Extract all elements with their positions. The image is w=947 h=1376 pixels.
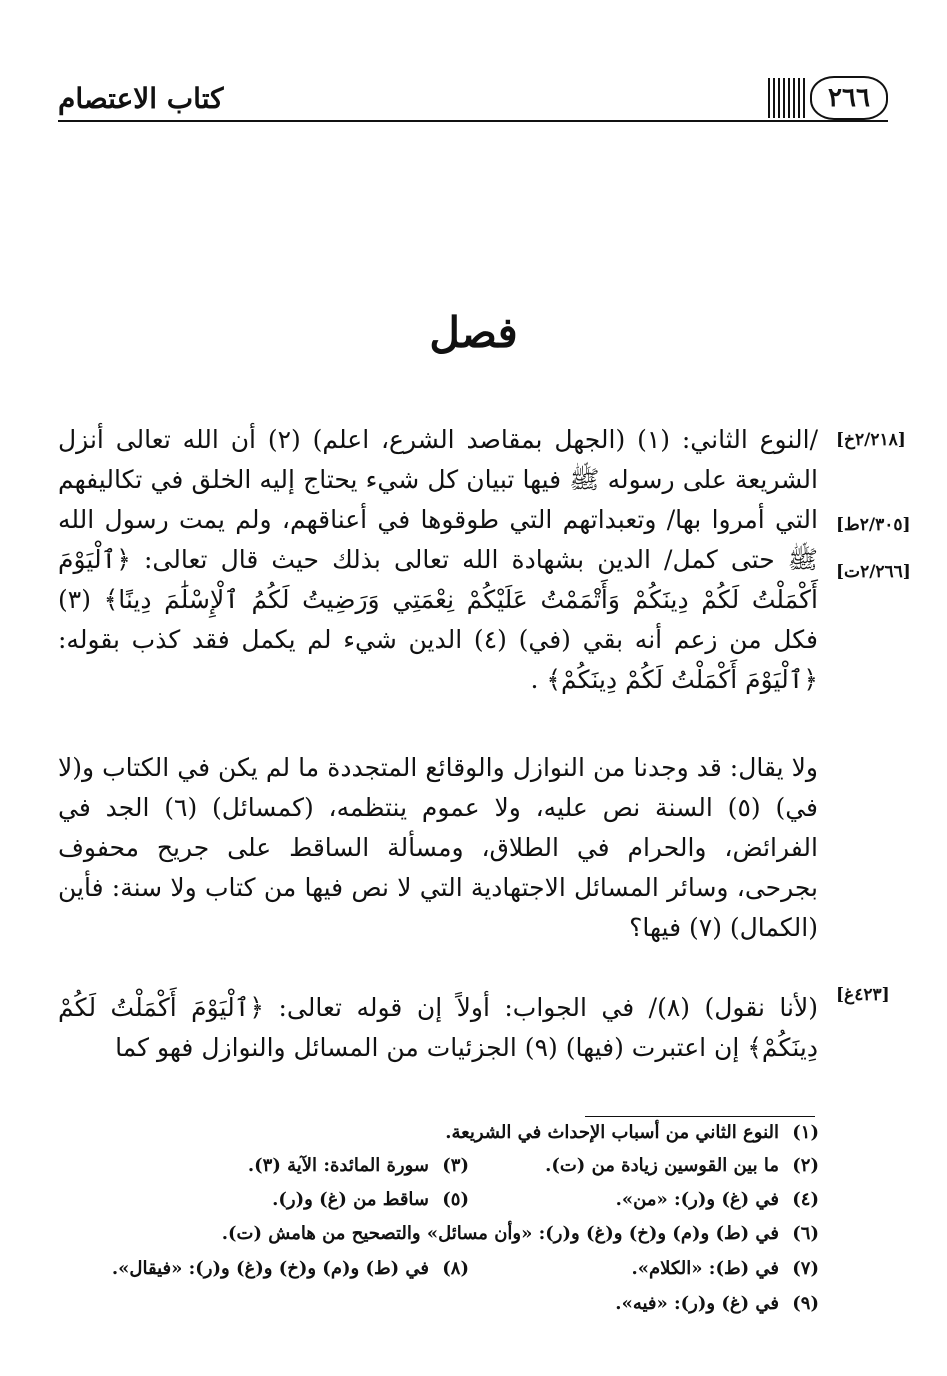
footnote-rule xyxy=(585,1116,815,1117)
footnote-3 xyxy=(248,1155,469,1176)
footnote-text: في (ط): «الكلام». xyxy=(631,1258,779,1279)
margin-marker: [٢/٢١٨خ] xyxy=(836,430,906,450)
header-rule xyxy=(58,120,888,122)
footnote-number: (٦) xyxy=(792,1223,819,1244)
page-header xyxy=(58,62,888,128)
footnote-text: النوع الثاني من أسباب الإحداث في الشريعة. xyxy=(445,1122,779,1143)
footnote-text: ساقط من (غ) و(ر). xyxy=(272,1189,429,1210)
footnote-5 xyxy=(272,1189,469,1210)
footnote-number: (٤) xyxy=(792,1189,819,1210)
footnote-number: (٢) xyxy=(792,1155,819,1176)
footnote-text: في (غ) و(ر): «من». xyxy=(615,1189,779,1210)
footnote-text: في (غ) و(ر): «فيه». xyxy=(615,1293,779,1314)
footnote-8 xyxy=(112,1258,469,1279)
footnote-number: (٣) xyxy=(442,1155,469,1176)
footnote-9 xyxy=(615,1293,819,1314)
footnote-number: (١) xyxy=(792,1122,819,1143)
paragraph-3: (لأنا نقول) (٨)/ في الجواب: أولاً إن قوله تعالى: ﴿ٱلْيَوْمَ أَكْمَلْتُ لَكُمْ دِينَكُمْ﴾ إن اعتبرت (فيها) (٩) الجزئيات من المسائل والنوازل فهو كما xyxy=(58,993,819,1062)
margin-marker: [٢/٣٠٥ط] xyxy=(836,515,911,535)
section-title: فصل xyxy=(429,308,518,357)
page-number: ٢٦٦ xyxy=(810,76,888,120)
footnote-2 xyxy=(545,1155,819,1176)
footnote-text: في (ط) و(م) و(خ) و(غ) و(ر): «فيقال». xyxy=(111,1258,429,1279)
margin-marker: [٢/٢٦٦ت] xyxy=(836,562,911,582)
footnote-number: (٧) xyxy=(792,1258,819,1279)
paragraph-2: ولا يقال: قد وجدنا من النوازل والوقائع المتجددة ما لم يكن في الكتاب و(لا في) (٥) السنة نص عليه، ولا عموم ينتظمه، (كمسائل) (٦) الجد في الفرائض، والحرام في الطلاق، ومسألة الساقط على جريح محفوف بجرحى، وسائر المسائل الاجتهادية التي لا نص فيها من كتاب ولا سنة: فأين (الكمال) (٧) فيها؟ xyxy=(58,753,818,942)
footnote-6 xyxy=(222,1223,819,1244)
footnote-number: (٨) xyxy=(442,1258,469,1279)
ornament-bars-icon xyxy=(768,78,806,118)
footnote-1 xyxy=(445,1122,819,1143)
paragraph-1: /النوع الثاني: (١) (الجهل بمقاصد الشرع، اعلم) (٢) أن الله تعالى أنزل الشريعة على رسوله ﷺ فيها تبيان كل شيء يحتاج إليه الخلق في تكاليفهم التي أمروا بها/ وتعبداتهم التي طوقوها في أعناقهم، ولم يمت رسول الله ﷺ حتى كمل/ الدين بشهادة الله تعالى بذلك حيث قال تعالى: ﴿ٱلْيَوْمَ أَكْمَلْتُ لَكُمْ دِينَكُمْ وَأَتْمَمْتُ عَلَيْكُمْ نِعْمَتِي وَرَضِيتُ لَكُمُ ٱلْإِسْلَٰمَ دِينًا﴾ (٣) فكل من زعم أنه بقي (في) (٤) الدين شيء لم يكمل فقد كذب بقوله: ﴿ٱلْيَوْمَ أَكْمَلْتُ لَكُمْ دِينَكُمْ﴾ . xyxy=(58,425,819,694)
footnote-text: ما بين القوسين زيادة من (ت). xyxy=(545,1155,779,1176)
footnote-7 xyxy=(631,1258,819,1279)
footnote-number: (٩) xyxy=(792,1293,819,1314)
footnote-4 xyxy=(616,1189,819,1210)
running-title: كتاب الاعتصام xyxy=(58,82,224,115)
footnote-text: في (ط) و(م) و(خ) و(غ) و(ر): «وأن مسائل» والتصحيح من هامش (ت). xyxy=(221,1223,779,1244)
footnote-number: (٥) xyxy=(442,1189,469,1210)
page-number-ornament xyxy=(768,74,888,120)
footnote-text: سورة المائدة: الآية (٣). xyxy=(247,1155,429,1176)
margin-marker: [٤٢٣غ] xyxy=(836,985,890,1005)
